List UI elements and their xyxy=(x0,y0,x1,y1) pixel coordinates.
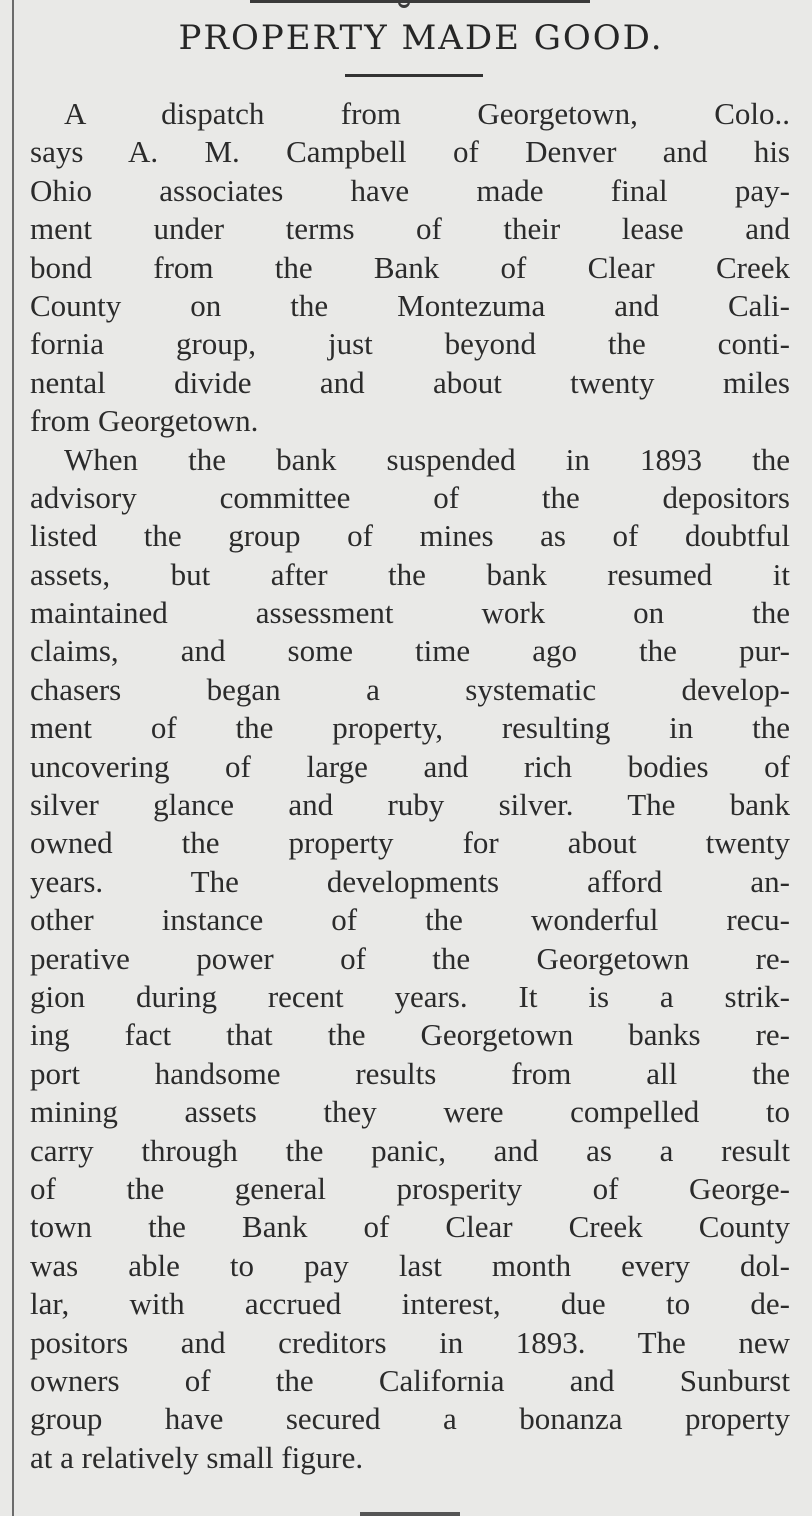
article-line: listed the group of mines as of doubtful xyxy=(30,518,790,554)
paragraph-1 xyxy=(30,95,790,441)
article-line: nental divide and about twenty miles xyxy=(30,364,790,400)
bottom-divider xyxy=(360,1512,460,1516)
article-line: claims, and some time ago the pur- xyxy=(30,633,790,669)
article-line: says A. M. Campbell of Denver and his xyxy=(30,134,790,170)
article-line: chasers began a systematic develop- xyxy=(30,671,790,707)
article-line: other instance of the wonderful recu- xyxy=(30,902,790,938)
article-line: mining assets they were compelled to xyxy=(30,1094,790,1130)
article-line: ment under terms of their lease and xyxy=(30,211,790,247)
article-line: owned the property for about twenty xyxy=(30,825,790,861)
paragraph-2 xyxy=(30,441,790,1478)
article-line: carry through the panic, and as a result xyxy=(30,1132,790,1168)
article-line: When the bank suspended in 1893 the xyxy=(64,441,790,477)
top-divider-ornament xyxy=(398,0,410,8)
article-line: lar, with accrued interest, due to de- xyxy=(30,1286,790,1322)
article-line: assets, but after the bank resumed it xyxy=(30,556,790,592)
article-line: silver glance and ruby silver. The bank xyxy=(30,787,790,823)
article-line: of the general prosperity of George- xyxy=(30,1170,790,1206)
article-line: bond from the Bank of Clear Creek xyxy=(30,249,790,285)
article-line: from Georgetown. xyxy=(30,403,259,439)
article-line: perative power of the Georgetown re- xyxy=(30,940,790,976)
article-line: Ohio associates have made final pay- xyxy=(30,172,790,208)
article-line: fornia group, just beyond the conti- xyxy=(30,326,790,362)
article-line: ing fact that the Georgetown banks re- xyxy=(30,1017,790,1053)
article-line: A dispatch from Georgetown, Colo.. xyxy=(64,96,790,131)
article-line: group have secured a bonanza property xyxy=(30,1401,790,1437)
article-line: ment of the property, resulting in the xyxy=(30,710,790,746)
headline-rule xyxy=(345,74,483,77)
article-line: County on the Montezuma and Cali- xyxy=(30,287,790,323)
article-line: town the Bank of Clear Creek County xyxy=(30,1209,790,1245)
article-line: was able to pay last month every dol- xyxy=(30,1247,790,1283)
headline: PROPERTY MADE GOOD. xyxy=(178,18,664,58)
article-line: gion during recent years. It is a strik- xyxy=(30,978,790,1014)
article-line: uncovering of large and rich bodies of xyxy=(30,748,790,784)
top-divider xyxy=(250,0,590,3)
article-line: advisory committee of the depositors xyxy=(30,479,790,515)
article-line: years. The developments afford an- xyxy=(30,863,790,899)
column-rule xyxy=(12,0,14,1516)
article-body xyxy=(30,95,790,1477)
article-line: port handsome results from all the xyxy=(30,1055,790,1091)
article-line: owners of the California and Sunburst xyxy=(30,1362,790,1398)
article-line: maintained assessment work on the xyxy=(30,595,790,631)
article-line: positors and creditors in 1893. The new xyxy=(30,1324,790,1360)
article-line: at a relatively small figure. xyxy=(30,1439,364,1475)
